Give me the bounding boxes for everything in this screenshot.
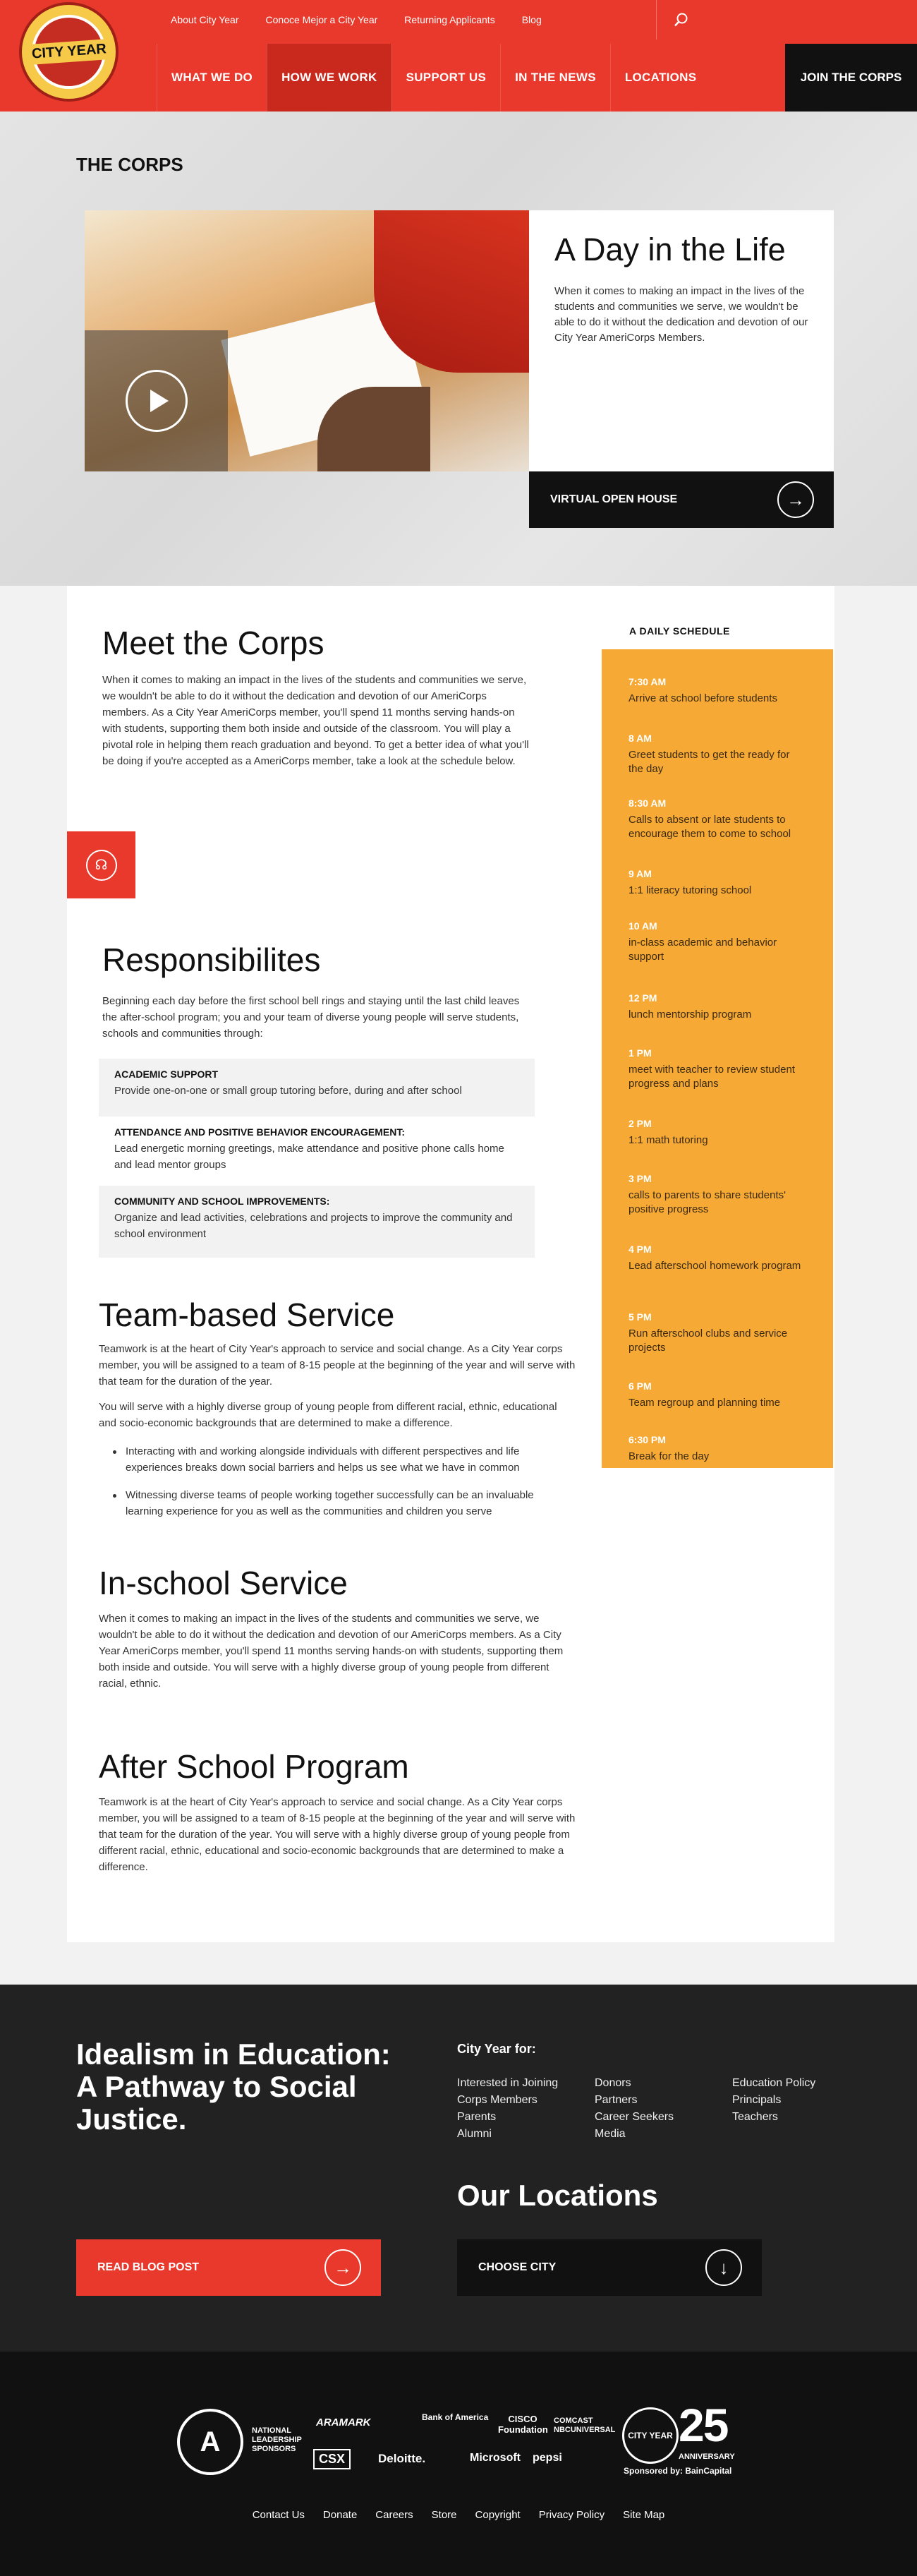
footer-link-donate[interactable]: Donate [322, 2509, 358, 2521]
slot-desc: meet with teacher to review student progress and plans [628, 1064, 795, 1090]
join-the-corps-button[interactable]: JOIN THE CORPS [785, 44, 917, 112]
schedule-slot [602, 1159, 833, 1217]
audience-link[interactable]: Donors [595, 2077, 631, 2089]
responsibilities-intro: Beginning each day before the first school bell rings and staying until the last child leaves the after-school program; you and your team of diverse young people will serve students, schools and communities through: [102, 995, 520, 1040]
slot-desc: 1:1 math tutoring [628, 1134, 708, 1146]
city-year-for-title: City Year for: [457, 2042, 536, 2056]
sponsor-pepsi[interactable]: pepsi [533, 2452, 562, 2464]
slot-desc: Run afterschool clubs and service projects [628, 1328, 788, 1354]
sponsors-bar [0, 2352, 917, 2576]
slot-desc: Greet students to get the ready for the day [628, 749, 790, 775]
inschool-text: When it comes to making an impact in the lives of the students and communities we serve, we wouldn't be able to do it without the dedication and devotion of our AmeriCorps members. As a City Year AmeriCorps member, you'll spend 11 months serving hands-on with students, supporting them both inside and outside. You will serve with a highly diverse group of young people from different racial, ethnic. [99, 1613, 564, 1690]
schedule-slot [602, 783, 833, 841]
search-icon [674, 12, 689, 28]
national-sponsors-label: NATIONAL LEADERSHIP SPONSORS [252, 2426, 302, 2453]
audience-link[interactable]: Teachers [732, 2111, 778, 2123]
anniversary-label: ANNIVERSARY [679, 2452, 735, 2461]
slot-time: 8:30 AM [628, 798, 667, 809]
day-in-life-text: When it comes to making an impact in the lives of the students and communities we serve, we wouldn't be able to do it without the dedication and devotion of our City Year AmeriCorps Members. [554, 285, 808, 344]
schedule-slot [602, 662, 833, 706]
team-p2: You will serve with a highly diverse group of young people from different racial, ethnic, educational and socio-economic backgrounds that are determined to make a difference. [99, 1401, 557, 1429]
day-in-life-title: A Day in the Life [554, 231, 786, 267]
slot-time: 3 PM [628, 1173, 652, 1184]
logo-text: CITY YEAR [27, 39, 111, 65]
slot-time: 8 AM [628, 733, 652, 744]
nav-locations[interactable]: LOCATIONS [610, 44, 711, 112]
meet-text: When it comes to making an impact in the lives of the students and communities we serve, we wouldn't be able to do it without the dedication and devotion of our AmeriCorps members. As a City Year AmeriCorps member, you'll spend 11 months serving hands-on with students, supporting them both inside and outside of the classroom. You will play a pivotal role in helping them reach graduation and beyond. To get a better idea of what you'll be doing if you're accepted as a AmeriCorps member, take a look at the schedule below. [102, 674, 529, 767]
nav-what-we-do[interactable]: WHAT WE DO [157, 44, 267, 112]
audience-link[interactable]: Interested in Joining [457, 2077, 559, 2089]
resp-text: Organize and lead activities, celebrations and projects to improve the community and school environment [114, 1212, 513, 1240]
footer-link-contact[interactable]: Contact Us [252, 2509, 305, 2521]
slot-time: 2 PM [628, 1118, 652, 1129]
schedule-slot [602, 1420, 833, 1464]
sponsor-deloitte[interactable]: Deloitte. [378, 2452, 426, 2465]
resp-academic [99, 1059, 535, 1117]
sponsor-cisco[interactable]: CISCO Foundation [498, 2414, 548, 2435]
slot-desc: Team regroup and planning time [628, 1397, 781, 1409]
top-link-returning[interactable]: Returning Applicants [404, 14, 495, 25]
city-year-logo[interactable] [19, 2, 119, 102]
play-icon [126, 370, 188, 432]
top-link-blog[interactable]: Blog [521, 14, 542, 25]
slot-time: 4 PM [628, 1244, 652, 1255]
choose-city-button[interactable] [457, 2239, 762, 2296]
nav-how-we-work[interactable]: HOW WE WORK [267, 44, 391, 112]
top-nav [171, 0, 542, 40]
blog-label: READ BLOG POST [97, 2261, 200, 2273]
slot-time: 12 PM [628, 992, 657, 1004]
sponsor-microsoft[interactable]: Microsoft [470, 2452, 521, 2464]
resp-attendance [99, 1117, 535, 1187]
slot-desc: lunch mentorship program [628, 1009, 752, 1021]
schedule-slot [602, 1229, 833, 1273]
day-in-life-card [529, 210, 834, 471]
contact-chat-button[interactable] [67, 831, 135, 898]
footer-link-copyright[interactable]: Copyright [475, 2509, 521, 2521]
slot-desc: 1:1 literacy tutoring school [628, 884, 752, 896]
resp-text: Lead energetic morning greetings, make attendance and positive phone calls home and lead mentor groups [114, 1143, 504, 1171]
audience-link[interactable]: Alumni [457, 2128, 492, 2140]
audience-link[interactable]: Education Policy [732, 2077, 816, 2089]
slot-time: 1 PM [628, 1047, 652, 1059]
team-bullets [111, 1443, 563, 1531]
footer-link-careers[interactable]: Careers [375, 2509, 413, 2521]
nav-support-us[interactable]: SUPPORT US [391, 44, 501, 112]
nav-in-the-news[interactable]: IN THE NEWS [500, 44, 610, 112]
slot-desc: calls to parents to share students' positive progress [628, 1189, 786, 1215]
open-house-label: VIRTUAL OPEN HOUSE [550, 493, 678, 505]
schedule-slot [602, 1033, 833, 1091]
city-label: CHOOSE CITY [478, 2261, 557, 2273]
search-button[interactable] [656, 0, 705, 40]
audience-link[interactable]: Principals [732, 2094, 782, 2106]
resp-community [99, 1186, 535, 1258]
top-link-conoce[interactable]: Conoce Mejor a City Year [265, 14, 378, 25]
footer-link-store[interactable]: Store [431, 2509, 457, 2521]
team-p1: Teamwork is at the heart of City Year's approach to service and social change. As a City Year corps member, you will be assigned to a team of 8-15 people at the beginning of the year and will serve with that team for the duration of the year. [99, 1343, 576, 1388]
page-title: THE CORPS [76, 154, 183, 175]
city-year-badge: CITY YEAR [622, 2407, 679, 2464]
audience-link[interactable]: Career Seekers [595, 2111, 674, 2123]
team-title: Team-based Service [99, 1296, 395, 1333]
schedule-slot [602, 854, 833, 898]
resp-heading: ACADEMIC SUPPORT [114, 1069, 219, 1080]
top-link-about[interactable]: About City Year [171, 14, 239, 25]
schedule-slot [602, 906, 833, 964]
inschool-title: In-school Service [99, 1565, 348, 1601]
sponsor-aramark[interactable]: ARAMARK [316, 2416, 371, 2428]
sponsor-comcast[interactable]: COMCAST NBCUNIVERSAL [554, 2416, 616, 2434]
footer-link-sitemap[interactable]: Site Map [623, 2509, 665, 2521]
arrow-right-icon: → [324, 2249, 361, 2286]
logo-inner [32, 15, 106, 89]
responsibilities-title: Responsibilites [102, 941, 321, 978]
our-locations-title: Our Locations [457, 2179, 658, 2212]
headset-icon: ☊ [86, 850, 117, 881]
footer-links [0, 2509, 917, 2521]
afterschool-text: Teamwork is at the heart of City Year's approach to service and social change. As a City Year corps member, you will be assigned to a team of 8-15 people at the beginning of the year and will serve with that team for the duration of the year. You will serve with a highly diverse group of young people from different racial, ethnic, educational and socio-economic backgrounds that are determined to make a difference. [99, 1796, 576, 1873]
meet-title: Meet the Corps [102, 625, 324, 661]
main-nav [157, 44, 710, 112]
audience-col-2 [595, 2075, 674, 2143]
audience-link[interactable]: Corps Members [457, 2094, 538, 2106]
audience-col-1 [457, 2075, 558, 2143]
sponsor-csx[interactable]: CSX [313, 2449, 351, 2469]
slot-desc: Arrive at school before students [628, 692, 777, 704]
slot-time: 9 AM [628, 868, 652, 879]
anniversary-number: 25 [679, 2399, 728, 2451]
audience-col-3 [732, 2075, 815, 2126]
resp-heading: COMMUNITY AND SCHOOL IMPROVEMENTS: [114, 1196, 330, 1207]
schedule-slot [602, 1104, 833, 1148]
schedule-slot [602, 1366, 833, 1410]
list-item: Witnessing diverse teams of people working together successfully can be an invaluable learning experience for you as well as the communities and children you serve [111, 1487, 563, 1519]
slot-desc: in-class academic and behavior support [628, 937, 777, 963]
americorps-logo[interactable]: A [177, 2409, 243, 2475]
slot-time: 10 AM [628, 920, 657, 932]
slot-time: 6 PM [628, 1380, 652, 1392]
footer-link-privacy[interactable]: Privacy Policy [538, 2509, 605, 2521]
schedule-slot [602, 978, 833, 1022]
slot-desc: Break for the day [628, 1450, 710, 1462]
resp-text: Provide one-on-one or small group tutoring before, during and after school [114, 1085, 462, 1097]
daily-schedule [602, 649, 833, 1468]
sponsored-by-label: Sponsored by: BainCapital [624, 2466, 732, 2476]
site-header [0, 0, 917, 112]
virtual-open-house-button[interactable] [529, 471, 834, 528]
afterschool-title: After School Program [99, 1748, 409, 1785]
slot-desc: Lead afterschool homework program [628, 1260, 801, 1272]
slot-desc: Calls to absent or late students to encourage them to come to school [628, 814, 791, 840]
audience-link[interactable]: Parents [457, 2111, 497, 2123]
schedule-title: A DAILY SCHEDULE [629, 625, 730, 637]
slot-time: 5 PM [628, 1311, 652, 1323]
arrow-down-icon: ↓ [705, 2249, 742, 2286]
slot-time: 6:30 PM [628, 1434, 666, 1445]
slot-time: 7:30 AM [628, 676, 667, 687]
video-play-button[interactable] [85, 330, 228, 471]
read-blog-post-button[interactable] [76, 2239, 381, 2296]
schedule-slot [602, 1297, 833, 1355]
arrow-right-icon: → [777, 481, 814, 518]
footer-headline: Idealism in Education: A Pathway to Social Justice. [76, 2038, 391, 2136]
list-item: Interacting with and working alongside individuals with different perspectives and life experiences breaks down social barriers and helps us see what we have in common [111, 1443, 563, 1476]
schedule-slot [602, 718, 833, 776]
resp-heading: ATTENDANCE AND POSITIVE BEHAVIOR ENCOURAGEMENT: [114, 1126, 405, 1138]
audience-link[interactable]: Media [595, 2128, 626, 2140]
audience-link[interactable]: Partners [595, 2094, 638, 2106]
sponsor-bank-of-america[interactable]: Bank of America [422, 2412, 489, 2422]
